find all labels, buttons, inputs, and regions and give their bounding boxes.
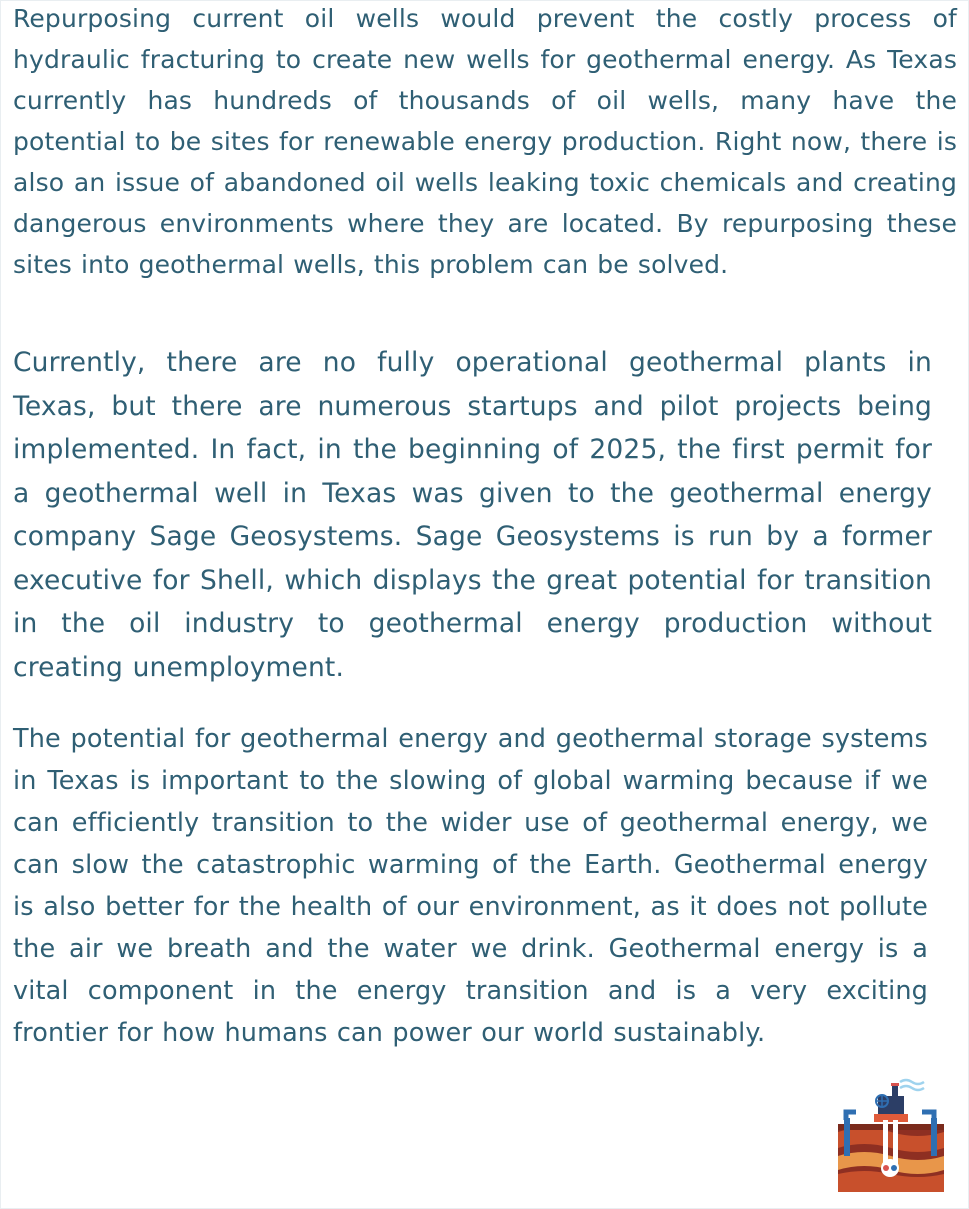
paragraph-oil-wells: Repurposing current oil wells would prevent the costly process of hydraulic fracturing to create new wells for geothermal energy. As Texas currently has hundreds of thousands of oil wells, many have the potential to be sites for renewable energy production. Right now, there is also an issue of abandoned oil wells leaking toxic chemicals and creating dangerous environments where they are located. By repurposing these sites into geothermal wells, this problem can be solved. xyxy=(13,4,957,279)
paragraph-global-warming: The potential for geothermal energy and geothermal storage systems in Texas is important to the slowing of global warming because if we can efficiently transition to the wider use of geothermal energy, we can slow the catastrophic warming of the Earth. Geothermal energy is also better for the health of our environment, as it does not pollute the air we breath and the water we drink. Geothermal energy is a vital component in the energy transition and is a very exciting frontier for how humans can power our world sustainably. xyxy=(13,724,928,1048)
paragraph-texas-startups: Currently, there are no fully operational geothermal plants in Texas, but there are numerous startups and pilot projects being implemented. In fact, in the beginning of 2025, the first permit for a geothermal well in Texas was given to the geothermal energy company Sage Geosystems. Sage Geosystems is run by a former executive for Shell, which displays the great potential for transition in the oil industry to geothermal energy production without creating unemployment. xyxy=(13,347,932,683)
geothermal-plant-icon xyxy=(836,1074,946,1194)
